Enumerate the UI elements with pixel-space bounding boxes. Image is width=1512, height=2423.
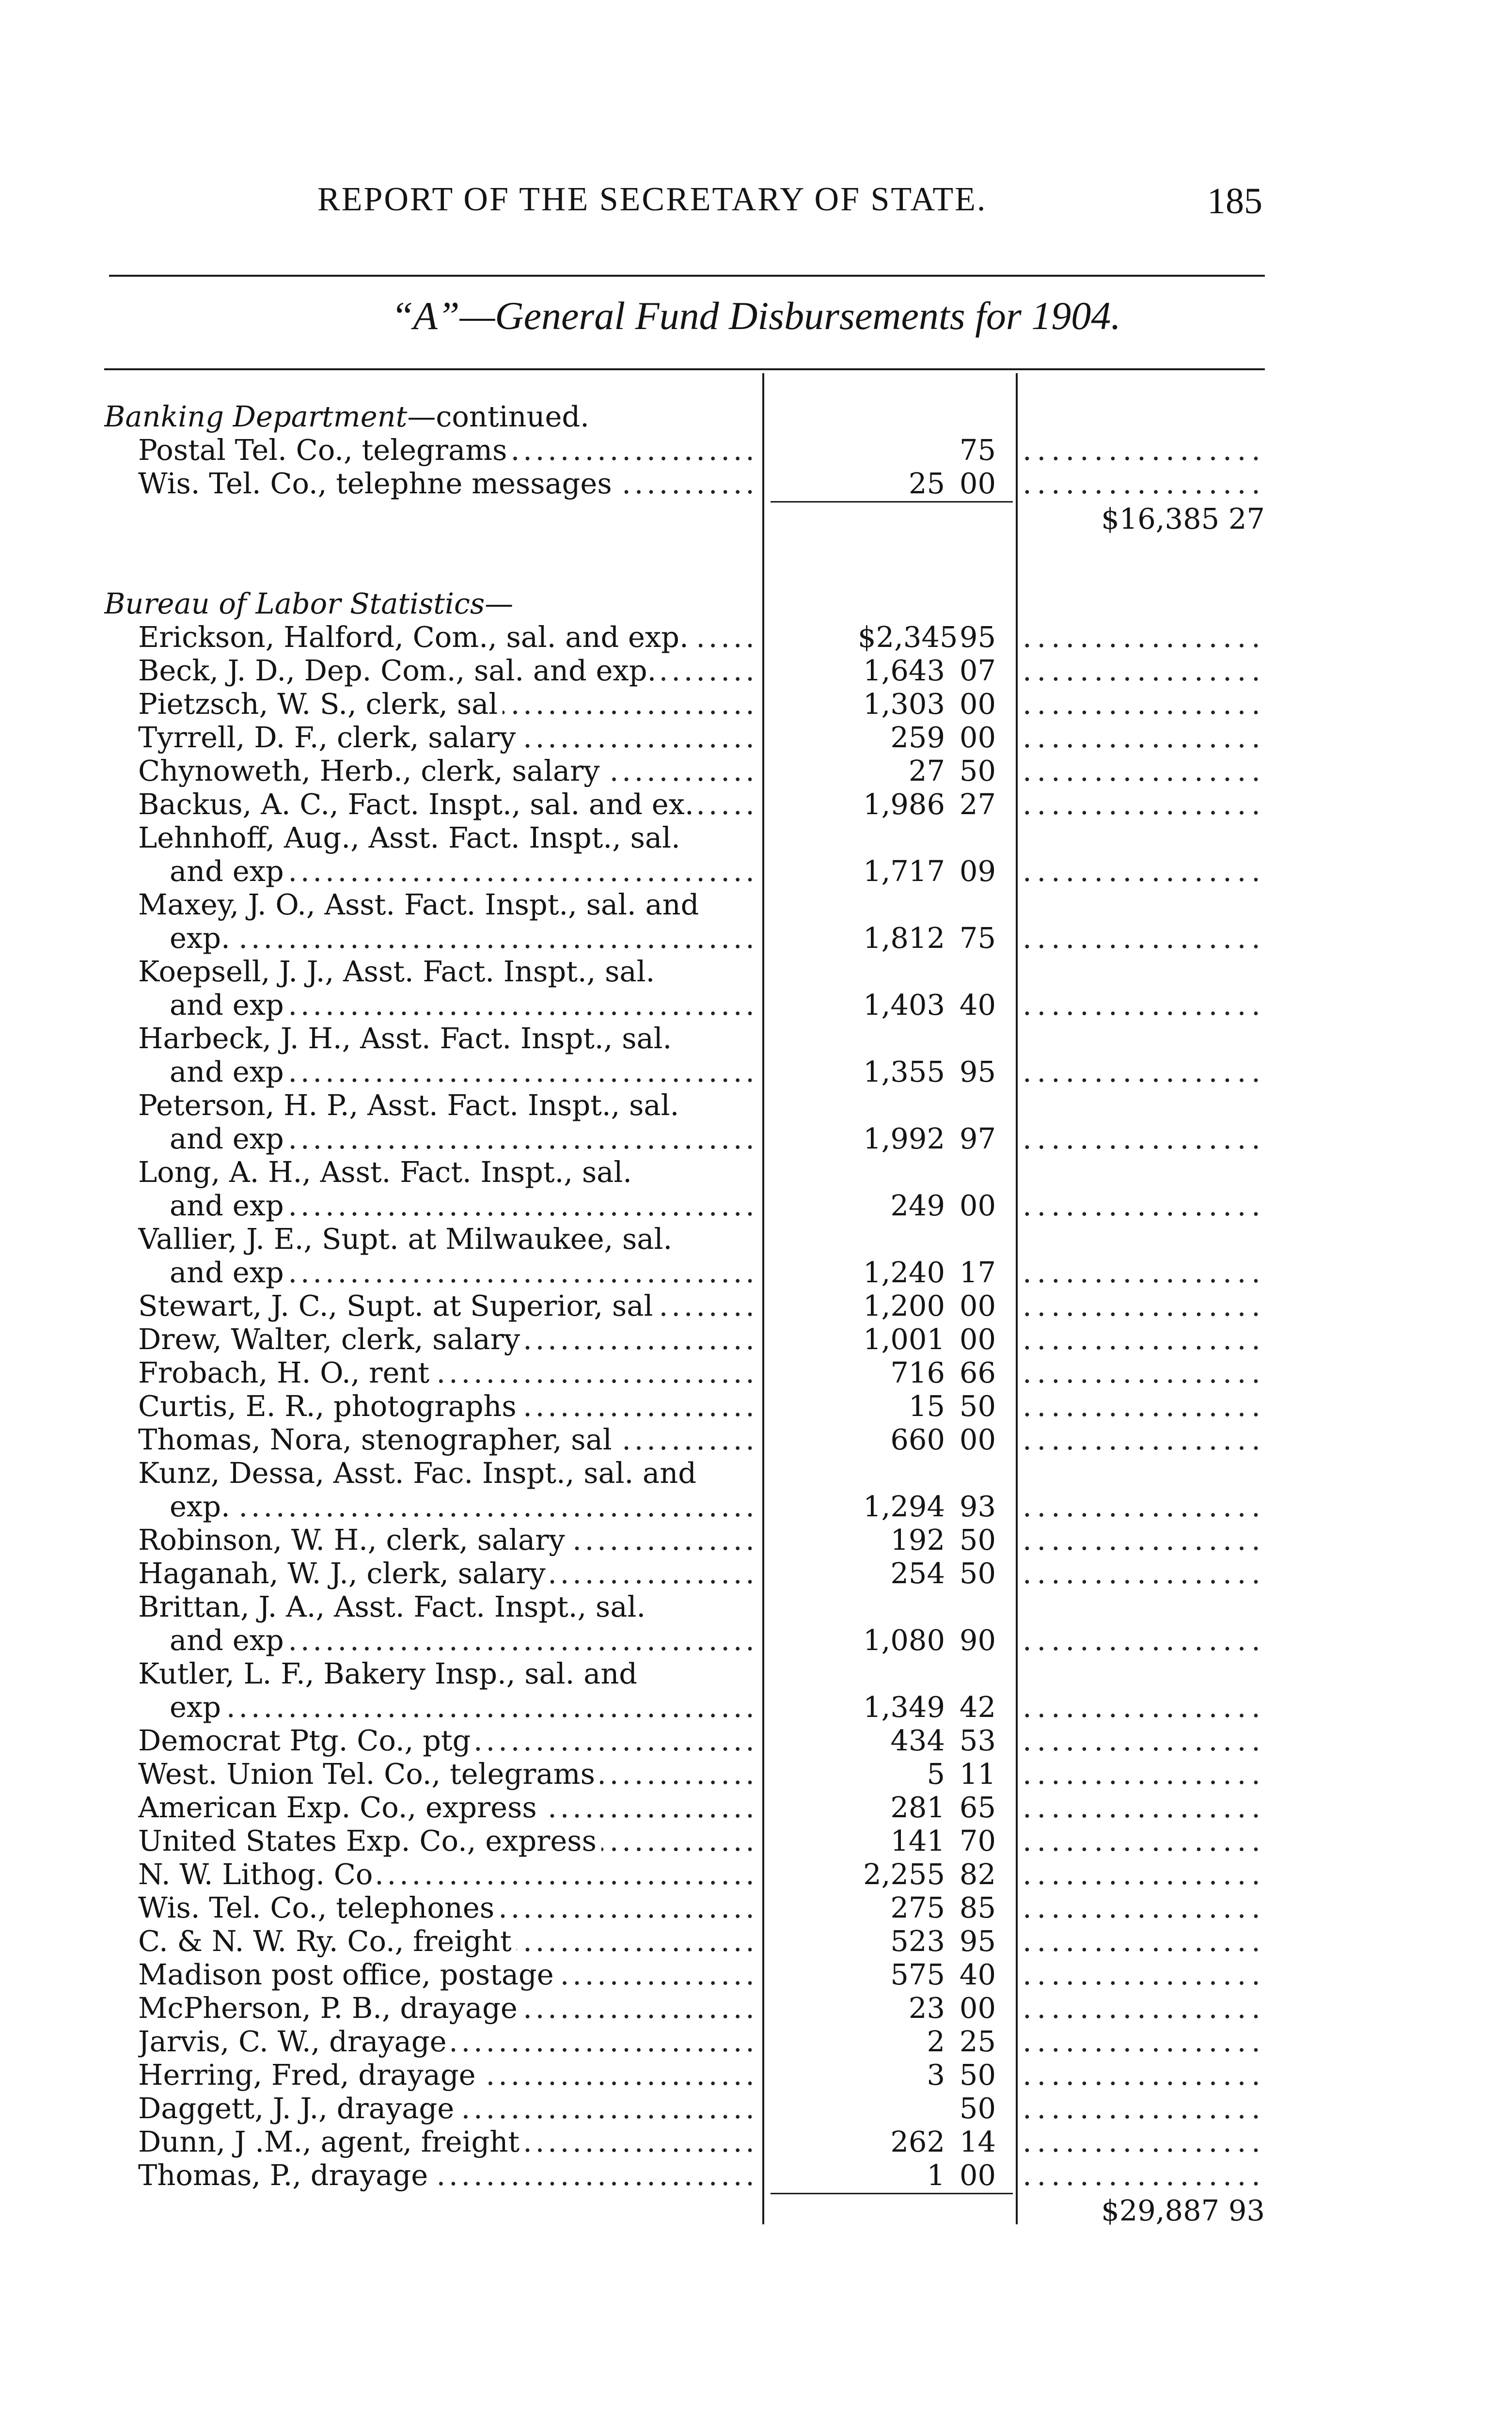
entry-payee: Herring, Fred, drayage bbox=[138, 2058, 481, 2092]
amount-cents: 00 bbox=[959, 467, 996, 500]
amount-cents: 50 bbox=[959, 754, 996, 788]
amount-cents: 70 bbox=[959, 1824, 996, 1858]
entry-description bbox=[138, 1222, 758, 1256]
ledger-row bbox=[0, 2125, 1512, 2158]
amount-cents: 95 bbox=[959, 620, 996, 654]
ledger-row bbox=[0, 1356, 1512, 1389]
entry-payee: Maxey, J. O., Asst. Fact. Inspt., sal. and bbox=[138, 888, 699, 922]
entry-description bbox=[138, 1523, 758, 1557]
amount-cents: 17 bbox=[959, 1256, 996, 1290]
amount-dollars: 262 bbox=[890, 2125, 945, 2159]
total-column-leader bbox=[1023, 921, 1265, 955]
entry-payee: Lehnhoff, Aug., Asst. Fact. Inspt., sal. bbox=[138, 821, 680, 855]
entry-description bbox=[138, 687, 758, 721]
amount-cents: 53 bbox=[959, 1724, 996, 1758]
amount-dollars: 1,240 bbox=[863, 1256, 945, 1290]
amount-dollars: 5 bbox=[927, 1757, 945, 1791]
total-column-leader bbox=[1023, 2025, 1265, 2058]
amount-cents: 00 bbox=[959, 1991, 996, 2025]
entry-continuation: and exp bbox=[170, 1122, 289, 1155]
entry-description bbox=[138, 1289, 758, 1322]
amount-cents: 25 bbox=[959, 2025, 996, 2059]
ledger-row bbox=[0, 888, 1512, 921]
total-column-leader bbox=[1023, 687, 1265, 721]
ledger-row bbox=[0, 2194, 1512, 2227]
entry-description bbox=[138, 754, 758, 787]
ledger-row bbox=[0, 1724, 1512, 1757]
ledger-row bbox=[0, 1891, 1512, 1924]
subtitle-rule bbox=[104, 368, 1265, 370]
entry-description-continued bbox=[170, 854, 758, 888]
total-column-leader bbox=[1023, 787, 1265, 821]
amount-cents: 00 bbox=[959, 687, 996, 721]
entry-payee: Thomas, P., drayage bbox=[138, 2158, 433, 2192]
entry-description bbox=[138, 1423, 758, 1456]
entry-continuation: and exp bbox=[170, 1623, 289, 1657]
amount-cents: 90 bbox=[959, 1623, 996, 1657]
amount-cents: 50 bbox=[959, 1389, 996, 1423]
entry-payee: Frobach, H. O., rent bbox=[138, 1356, 434, 1389]
amount-dollars: 1,403 bbox=[863, 988, 945, 1022]
entry-payee: Beck, J. D., Dep. Com., sal. and exp. bbox=[138, 654, 661, 687]
ledger-row bbox=[0, 1791, 1512, 1824]
amount-dollars: 1,303 bbox=[863, 687, 945, 721]
header-rule bbox=[109, 275, 1265, 277]
entry-payee: Postal Tel. Co., telegrams bbox=[138, 433, 512, 467]
amount-dollars: 1,986 bbox=[863, 787, 945, 821]
total-column-leader bbox=[1023, 988, 1265, 1022]
section-heading bbox=[104, 400, 863, 433]
section-total: $29,887 93 bbox=[1101, 2194, 1265, 2228]
entry-payee: Kunz, Dessa, Asst. Fac. Inspt., sal. and bbox=[138, 1456, 696, 1490]
amount-cents: 40 bbox=[959, 988, 996, 1022]
entry-description bbox=[138, 2092, 758, 2125]
total-column-leader bbox=[1023, 754, 1265, 787]
running-title: REPORT OF THE SECRETARY OF STATE. bbox=[317, 181, 987, 218]
amount-dollars: 2 bbox=[927, 2025, 945, 2059]
amount-dollars: 1,200 bbox=[863, 1289, 945, 1323]
amount-cents: 66 bbox=[959, 1356, 996, 1390]
page-header bbox=[109, 180, 1262, 234]
total-column-leader bbox=[1023, 2092, 1265, 2125]
ledger-row bbox=[0, 955, 1512, 988]
entry-description bbox=[138, 1857, 758, 1891]
entry-continuation: and exp bbox=[170, 1189, 289, 1222]
total-column-leader bbox=[1023, 2125, 1265, 2158]
ledger-row bbox=[0, 988, 1512, 1022]
amount-dollars: 1,992 bbox=[863, 1122, 945, 1156]
entry-description bbox=[138, 433, 758, 467]
ledger-row bbox=[0, 721, 1512, 754]
total-column-leader bbox=[1023, 433, 1265, 467]
entry-description bbox=[138, 1022, 758, 1055]
total-column-leader bbox=[1023, 1724, 1265, 1757]
ledger-row bbox=[0, 1924, 1512, 1958]
total-column-leader bbox=[1023, 1322, 1265, 1356]
ledger-row bbox=[0, 433, 1512, 467]
ledger-row bbox=[0, 921, 1512, 955]
total-column-leader bbox=[1023, 467, 1265, 500]
ledger-row bbox=[0, 1523, 1512, 1557]
entry-description bbox=[138, 721, 758, 754]
entry-description bbox=[138, 654, 758, 687]
ledger-row bbox=[0, 1088, 1512, 1122]
entry-description-continued bbox=[170, 1122, 758, 1155]
entry-payee: Haganah, W. J., clerk, salary bbox=[138, 1557, 551, 1590]
ledger-row bbox=[0, 1857, 1512, 1891]
amount-dollars: 281 bbox=[890, 1791, 945, 1825]
leader-dots bbox=[170, 1490, 752, 1523]
entry-payee: Daggett, J. J., drayage bbox=[138, 2092, 459, 2125]
section-heading-rest: —continued. bbox=[407, 400, 589, 433]
entry-payee: Curtis, E. R., photographs bbox=[138, 1389, 521, 1423]
amount-dollars: 275 bbox=[890, 1891, 945, 1925]
entry-payee: West. Union Tel. Co., telegrams bbox=[138, 1757, 600, 1791]
amount-dollars: 1,643 bbox=[863, 654, 945, 688]
entry-description bbox=[138, 1657, 758, 1690]
ledger-row bbox=[0, 1322, 1512, 1356]
ledger-row bbox=[0, 754, 1512, 787]
entry-payee: McPherson, P. B., drayage bbox=[138, 1991, 522, 2025]
entry-description-continued bbox=[170, 1189, 758, 1222]
amount-cents: 65 bbox=[959, 1791, 996, 1825]
entry-description bbox=[138, 1824, 758, 1857]
amount-cents: 95 bbox=[959, 1924, 996, 1958]
amount-dollars: 575 bbox=[890, 1958, 945, 1992]
amount-dollars: 523 bbox=[890, 1924, 945, 1958]
amount-dollars: 1,349 bbox=[863, 1690, 945, 1724]
total-column-leader bbox=[1023, 854, 1265, 888]
entry-payee: Thomas, Nora, stenographer, sal bbox=[138, 1423, 617, 1456]
entry-payee: Erickson, Halford, Com., sal. and exp. bbox=[138, 620, 693, 654]
total-column-leader bbox=[1023, 1690, 1265, 1724]
amount-cents: 00 bbox=[959, 1423, 996, 1457]
ledger-row bbox=[0, 400, 1512, 433]
total-column-leader bbox=[1023, 1490, 1265, 1523]
entry-payee: Stewart, J. C., Supt. at Superior, sal bbox=[138, 1289, 658, 1322]
entry-continuation: exp bbox=[170, 1690, 226, 1724]
amount-cents: 09 bbox=[959, 854, 996, 888]
total-column-leader bbox=[1023, 1557, 1265, 1590]
entry-description bbox=[138, 1356, 758, 1389]
entry-payee: Drew, Walter, clerk, salary bbox=[138, 1322, 525, 1356]
total-column-leader bbox=[1023, 620, 1265, 654]
entry-payee: Koepsell, J. J., Asst. Fact. Inspt., sal. bbox=[138, 955, 655, 989]
entry-description bbox=[138, 955, 758, 988]
entry-description bbox=[138, 1590, 758, 1623]
total-column-leader bbox=[1023, 2158, 1265, 2192]
entry-payee: United States Exp. Co., express bbox=[138, 1824, 601, 1857]
ledger-row bbox=[0, 467, 1512, 500]
amount-dollars: 1,001 bbox=[863, 1322, 945, 1356]
ledger-row bbox=[0, 854, 1512, 888]
entry-continuation: and exp bbox=[170, 1256, 289, 1289]
total-column-leader bbox=[1023, 1189, 1265, 1222]
amount-dollars: 1,080 bbox=[863, 1623, 945, 1657]
amount-dollars: 1,717 bbox=[863, 854, 945, 888]
entry-description bbox=[138, 821, 758, 854]
page-number: 185 bbox=[1207, 181, 1262, 221]
ledger-row bbox=[0, 1456, 1512, 1490]
entry-description bbox=[138, 1456, 758, 1490]
amount-dollars: 1,355 bbox=[863, 1055, 945, 1089]
section-heading-italic: Banking Department bbox=[104, 400, 408, 433]
entry-description bbox=[138, 888, 758, 921]
entry-payee: Harbeck, J. H., Asst. Fact. Inspt., sal. bbox=[138, 1022, 672, 1055]
amount-cents: 00 bbox=[959, 1322, 996, 1356]
entry-description bbox=[138, 1924, 758, 1958]
entry-continuation: exp. bbox=[170, 1490, 235, 1523]
entry-description bbox=[138, 1958, 758, 1991]
section-heading-italic: Bureau of Labor Statistics— bbox=[104, 587, 514, 621]
ledger-row bbox=[0, 821, 1512, 854]
entry-payee: Robinson, W. H., clerk, salary bbox=[138, 1523, 570, 1557]
entry-continuation: and exp bbox=[170, 854, 289, 888]
entry-payee: Jarvis, C. W., drayage bbox=[138, 2025, 452, 2058]
entry-description bbox=[138, 2025, 758, 2058]
entry-description-continued bbox=[170, 1490, 758, 1523]
total-column-leader bbox=[1023, 1991, 1265, 2025]
entry-description bbox=[138, 1757, 758, 1791]
total-column-leader bbox=[1023, 1824, 1265, 1857]
ledger-row bbox=[0, 1289, 1512, 1322]
entry-payee: Madison post office, postage bbox=[138, 1958, 559, 1991]
total-column-leader bbox=[1023, 1356, 1265, 1389]
ledger-row bbox=[0, 587, 1512, 620]
amount-cents: 00 bbox=[959, 2158, 996, 2192]
leader-dots bbox=[170, 1690, 752, 1724]
entry-description bbox=[138, 1389, 758, 1423]
total-column-leader bbox=[1023, 1757, 1265, 1791]
entry-payee: Kutler, L. F., Bakery Insp., sal. and bbox=[138, 1657, 638, 1691]
total-column-leader bbox=[1023, 654, 1265, 687]
entry-payee: Peterson, H. P., Asst. Fact. Inspt., sal. bbox=[138, 1088, 679, 1122]
ledger-row bbox=[0, 1222, 1512, 1256]
entry-payee: C. & N. W. Ry. Co., freight bbox=[138, 1924, 517, 1958]
section-total: $16,385 27 bbox=[1101, 502, 1265, 535]
ledger-row bbox=[0, 1022, 1512, 1055]
entry-payee: Dunn, J .M., agent, freight bbox=[138, 2125, 524, 2158]
entry-payee: Brittan, J. A., Asst. Fact. Inspt., sal. bbox=[138, 1590, 646, 1624]
entry-description bbox=[138, 1791, 758, 1824]
amount-cents: 85 bbox=[959, 1891, 996, 1925]
total-column-leader bbox=[1023, 1791, 1265, 1824]
amount-dollars: 249 bbox=[890, 1189, 945, 1223]
entry-payee: Vallier, J. E., Supt. at Milwaukee, sal. bbox=[138, 1222, 673, 1256]
entry-payee: N. W. Lithog. Co bbox=[138, 1857, 378, 1891]
entry-payee: American Exp. Co., express bbox=[138, 1791, 542, 1824]
entry-description-continued bbox=[170, 921, 758, 955]
entry-payee: Chynoweth, Herb., clerk, salary bbox=[138, 754, 605, 787]
entry-description-continued bbox=[170, 1623, 758, 1657]
entry-payee: Tyrrell, D. F., clerk, salary bbox=[138, 721, 520, 754]
amount-cents: 50 bbox=[959, 2058, 996, 2092]
entry-description bbox=[138, 1088, 758, 1122]
ledger-row bbox=[0, 1189, 1512, 1222]
amount-dollars: $2,345 bbox=[858, 620, 958, 654]
amount-cents: 75 bbox=[959, 433, 996, 467]
total-column-leader bbox=[1023, 1523, 1265, 1557]
entry-payee: Democrat Ptg. Co., ptg bbox=[138, 1724, 475, 1757]
entry-description bbox=[138, 1724, 758, 1757]
total-column-leader bbox=[1023, 721, 1265, 754]
amount-dollars: 141 bbox=[890, 1824, 945, 1858]
amount-dollars: 254 bbox=[890, 1557, 945, 1590]
table-title: “A”—General Fund Disbursements for 1904. bbox=[391, 294, 1121, 338]
amount-dollars: 23 bbox=[908, 1991, 945, 2025]
amount-cents: 50 bbox=[959, 1557, 996, 1590]
ledger-row bbox=[0, 620, 1512, 654]
entry-continuation: exp. bbox=[170, 921, 235, 955]
entry-description bbox=[138, 1155, 758, 1189]
ledger-row bbox=[0, 1991, 1512, 2025]
amount-dollars: 1 bbox=[927, 2158, 945, 2192]
ledger-row bbox=[0, 1256, 1512, 1289]
ledger-row bbox=[0, 1757, 1512, 1791]
ledger-row bbox=[0, 654, 1512, 687]
entry-payee: Pietzsch, W. S., clerk, sal bbox=[138, 687, 503, 721]
amount-cents: 07 bbox=[959, 654, 996, 688]
entry-description-continued bbox=[170, 988, 758, 1022]
entry-payee: Long, A. H., Asst. Fact. Inspt., sal. bbox=[138, 1155, 632, 1189]
amount-cents: 82 bbox=[959, 1857, 996, 1891]
section-heading bbox=[104, 587, 863, 620]
entry-description bbox=[138, 467, 758, 500]
entry-payee: Wis. Tel. Co., telephones bbox=[138, 1891, 499, 1924]
total-column-leader bbox=[1023, 1055, 1265, 1088]
amount-dollars: 259 bbox=[890, 721, 945, 755]
amount-cents: 95 bbox=[959, 1055, 996, 1089]
amount-dollars: 716 bbox=[890, 1356, 945, 1390]
amount-dollars: 27 bbox=[908, 754, 945, 788]
entry-description bbox=[138, 1891, 758, 1924]
amount-cents: 93 bbox=[959, 1490, 996, 1524]
ledger-row bbox=[0, 687, 1512, 721]
amount-dollars: 192 bbox=[890, 1523, 945, 1557]
total-column-leader bbox=[1023, 2058, 1265, 2092]
entry-description bbox=[138, 2125, 758, 2158]
entry-continuation: and exp bbox=[170, 988, 289, 1022]
ledger-row bbox=[0, 2092, 1512, 2125]
entry-description bbox=[138, 2058, 758, 2092]
ledger-row bbox=[0, 1657, 1512, 1690]
entry-description bbox=[138, 2158, 758, 2192]
ledger-row bbox=[0, 1423, 1512, 1456]
entry-description bbox=[138, 1991, 758, 2025]
ledger-row bbox=[0, 1590, 1512, 1623]
ledger-row bbox=[0, 787, 1512, 821]
entry-description bbox=[138, 620, 758, 654]
amount-cents: 00 bbox=[959, 721, 996, 755]
amount-cents: 40 bbox=[959, 1958, 996, 1992]
amount-cents: 50 bbox=[959, 1523, 996, 1557]
entry-description-continued bbox=[170, 1690, 758, 1724]
amount-cents: 11 bbox=[959, 1757, 996, 1791]
ledger-row bbox=[0, 2025, 1512, 2058]
total-column-leader bbox=[1023, 1256, 1265, 1289]
entry-continuation: and exp bbox=[170, 1055, 289, 1088]
total-column-leader bbox=[1023, 1389, 1265, 1423]
entry-description-continued bbox=[170, 1256, 758, 1289]
ledger-row bbox=[0, 1557, 1512, 1590]
amount-dollars: 3 bbox=[927, 2058, 945, 2092]
total-column-leader bbox=[1023, 1857, 1265, 1891]
ledger-row bbox=[0, 1623, 1512, 1657]
amount-dollars: 2,255 bbox=[863, 1857, 945, 1891]
total-column-leader bbox=[1023, 1289, 1265, 1322]
amount-cents: 00 bbox=[959, 1189, 996, 1223]
entry-description bbox=[138, 1557, 758, 1590]
total-column-leader bbox=[1023, 1891, 1265, 1924]
total-column-leader bbox=[1023, 1958, 1265, 1991]
ledger-row bbox=[0, 2158, 1512, 2192]
ledger-row bbox=[0, 1122, 1512, 1155]
amount-dollars: 434 bbox=[890, 1724, 945, 1758]
amount-dollars: 1,294 bbox=[863, 1490, 945, 1524]
amount-dollars: 660 bbox=[890, 1423, 945, 1457]
total-column-leader bbox=[1023, 1924, 1265, 1958]
total-column-leader bbox=[1023, 1423, 1265, 1456]
leader-dots bbox=[170, 921, 752, 955]
ledger-row bbox=[0, 1490, 1512, 1523]
amount-cents: 97 bbox=[959, 1122, 996, 1156]
amount-cents: 50 bbox=[959, 2092, 996, 2125]
amount-cents: 14 bbox=[959, 2125, 996, 2159]
ledger-row bbox=[0, 1155, 1512, 1189]
entry-payee: Backus, A. C., Fact. Inspt., sal. and ex. bbox=[138, 787, 699, 821]
amount-cents: 75 bbox=[959, 921, 996, 955]
ledger-row bbox=[0, 1389, 1512, 1423]
amount-dollars: 25 bbox=[908, 467, 945, 500]
ledger-row bbox=[0, 1055, 1512, 1088]
ledger-row bbox=[0, 1690, 1512, 1724]
amount-cents: 27 bbox=[959, 787, 996, 821]
ledger-row bbox=[0, 2058, 1512, 2092]
amount-dollars: 1,812 bbox=[863, 921, 945, 955]
ledger-row bbox=[0, 1824, 1512, 1857]
ledger-row bbox=[0, 502, 1512, 535]
total-column-leader bbox=[1023, 1122, 1265, 1155]
entry-payee: Wis. Tel. Co., telephne messages bbox=[138, 467, 617, 500]
amount-cents: 42 bbox=[959, 1690, 996, 1724]
entry-description-continued bbox=[170, 1055, 758, 1088]
ledger-row bbox=[0, 1958, 1512, 1991]
entry-description bbox=[138, 1322, 758, 1356]
amount-dollars: 15 bbox=[908, 1389, 945, 1423]
entry-description bbox=[138, 787, 758, 821]
amount-cents: 00 bbox=[959, 1289, 996, 1323]
total-column-leader bbox=[1023, 1623, 1265, 1657]
